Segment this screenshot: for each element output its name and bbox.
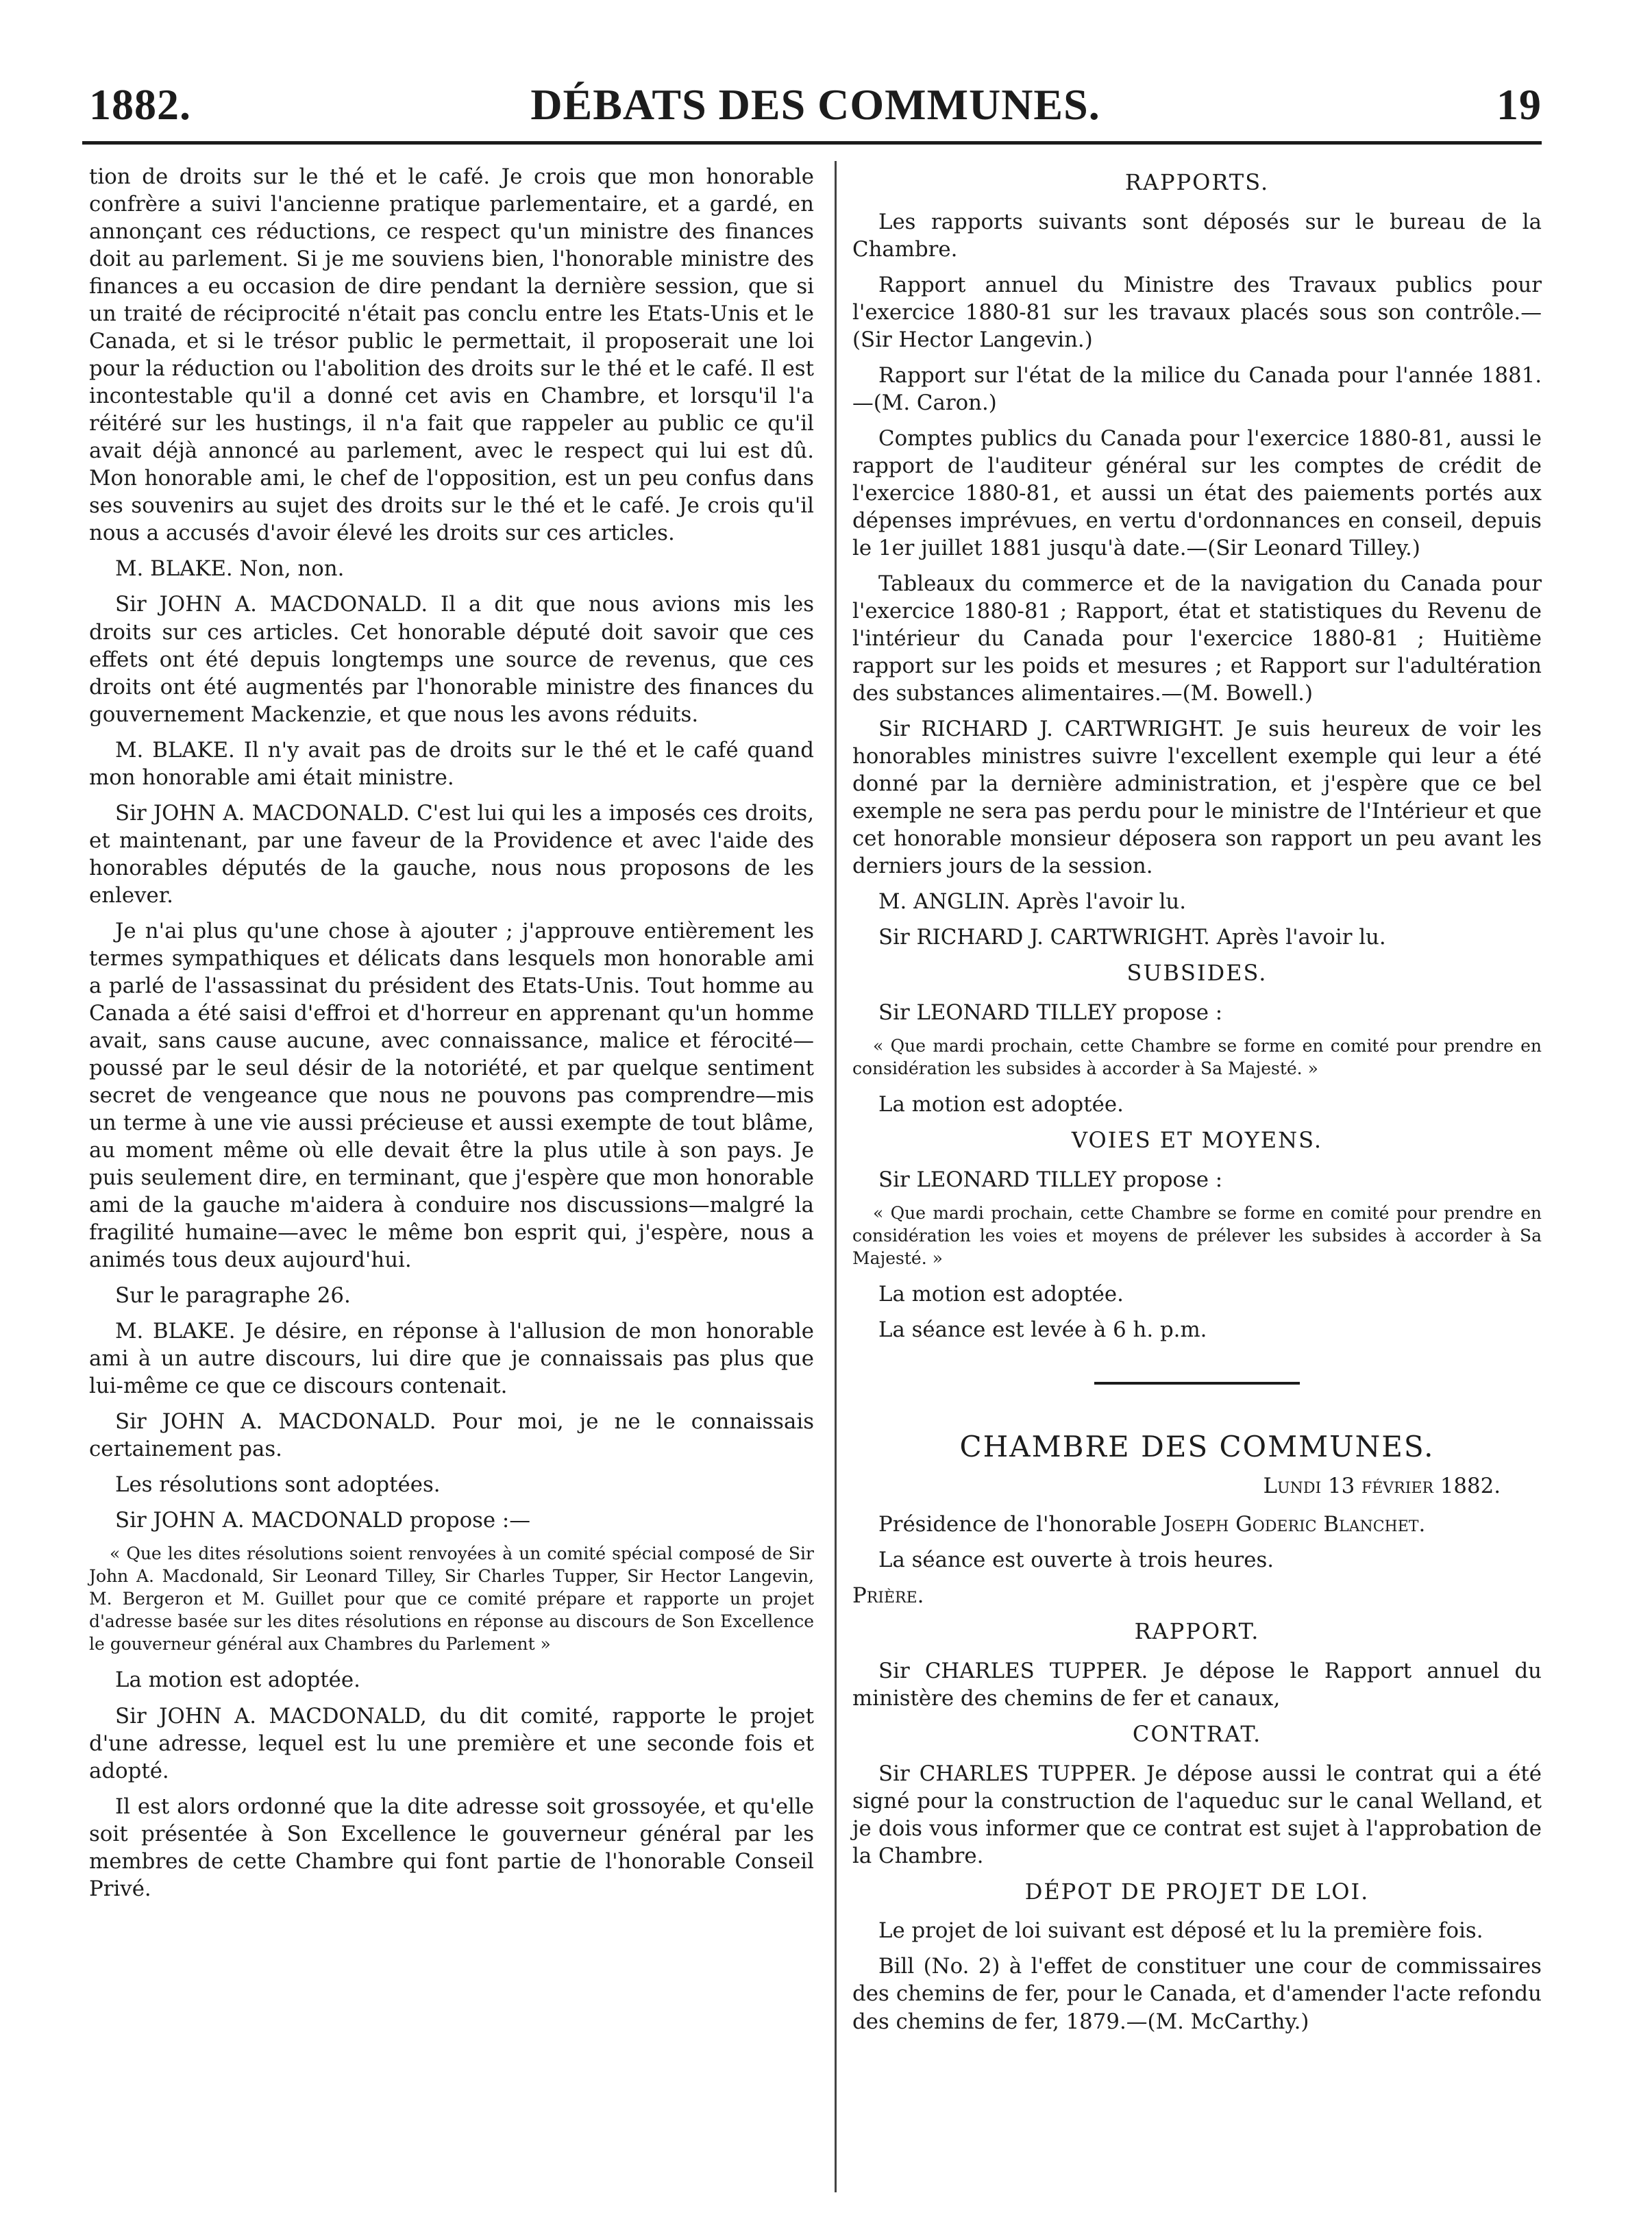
- right-column: [852, 163, 1542, 2044]
- paragraph: [89, 736, 814, 791]
- speech: Pour moi, je ne le connaissais certainement pas.: [89, 1409, 815, 1462]
- paragraph: Je n'ai plus qu'une chose à ajouter ; j'approuve entièrement les termes sympathiques et délicats dans lesquels mon honorable ami a parlé de l'assassinat du président des Etats-Unis. Tout homme au Canada a été saisi d'effroi et d'horreur en apprenant qu'un homme avait, sans cause aucune, avec connaissance, malice et férocité—poussé par le seul désir de la notoriété, et par quelque sentiment secret de vengeance que nous ne pouvons pas comprendre—mis un terme à une vie aussi précieuse et aussi exempte de tout blâme, au moment même où elle devait être la plus utile à son pays. Je puis seulement dire, en terminant, que j'espère que mon honorable ami de la gauche m'aidera à conduire nos discussions—malgré la fragilité humaine—avec le même bon esprit qui, j'espère, nous a animés tous deux aujourd'hui.: [89, 918, 814, 1273]
- paragraph: [89, 591, 814, 728]
- paragraph: [852, 1166, 1542, 1193]
- speech: Après l'avoir lu.: [1216, 925, 1386, 950]
- speech: propose :—: [409, 1508, 531, 1533]
- paragraph: La motion est adoptée.: [878, 1092, 1124, 1117]
- section-heading-depot: DÉPOT DE PROJET DE LOI.: [1024, 1878, 1370, 1905]
- paragraph: Comptes publics du Canada pour l'exercice 1880-81, aussi le rapport de l'auditeur général sur les comptes de crédit de l'exercice 1880-81, et aussi un état des paiements portés aux dépenses imprévues, en vertu d'ordonnances en conseil, depuis le 1er juillet 1881 jusqu'à date.—(Sir Leonard Tilley.): [852, 425, 1542, 560]
- speech: du dit comité, rapporte le projet d'une adresse, lequel est lu une première et une seconde fois et adopté.: [89, 1703, 814, 1783]
- paragraph: [89, 1702, 814, 1785]
- speaker: M. BLAKE.: [115, 737, 235, 763]
- paragraph: [89, 800, 814, 909]
- speaker: Sir CHARLES TUPPER.: [878, 1761, 1137, 1786]
- speaker: Sir RICHARD J. CARTWRIGHT.: [878, 925, 1210, 950]
- paragraph: La motion est adoptée.: [878, 1281, 1124, 1306]
- speaker: Sir CHARLES TUPPER.: [878, 1659, 1148, 1684]
- paragraph: [89, 1317, 814, 1400]
- header-title: DÉBATS DES COMMUNES.: [530, 80, 1100, 129]
- paragraph: La motion est adoptée.: [115, 1668, 360, 1693]
- paragraph: Tableaux du commerce et de la navigation du Canada pour l'exercice 1880-81 ; Rapport, état et statistiques du Revenu de l'intérieur du Canada pour l'exercice 1880-81 ; Huitième rapport sur les poids et mesures ; et Rapport sur l'adultération des substances alimentaires.—(M. Bowell.): [852, 571, 1542, 706]
- page-header: [89, 74, 1542, 136]
- speech: propose :: [1122, 1167, 1223, 1192]
- speaker: M. BLAKE.: [115, 1319, 236, 1344]
- speaker: Sir JOHN A. MACDONALD.: [115, 1409, 436, 1435]
- paragraph: [852, 924, 1542, 951]
- speech: Non, non.: [239, 556, 345, 582]
- speech: Je désire, en réponse à l'allusion de mon honorable ami à un autre discours, lui dire que je connaissais pas plus que lui-même ce que ce discours contenait.: [89, 1319, 815, 1399]
- speech: Je dépose aussi le contrat qui a été signé pour la construction de l'aqueduc sur le canal Welland, et je dois vous informer que ce contrat est sujet à l'approbation de la Chambre.: [852, 1761, 1542, 1868]
- paragraph: Bill (No. 2) à l'effet de constituer une cour de commissaires des chemins de fer, pour le Canada, et d'amender l'acte refondu des chemins de fer, 1879.—(M. McCarthy.): [852, 1954, 1542, 2034]
- speech: Il n'y avait pas de droits sur le thé et le café quand mon honorable ami était ministre.: [89, 737, 815, 790]
- speaker: M. BLAKE.: [115, 556, 233, 582]
- speaker-name: Joseph Goderic Blanchet.: [1163, 1512, 1426, 1537]
- section-rule: [1094, 1382, 1300, 1385]
- column-divider: [835, 161, 837, 2192]
- section-heading-subsides: SUBSIDES.: [1126, 960, 1268, 987]
- paragraph: Il est alors ordonné que la dite adresse soit grossoyée, et qu'elle soit présentée à Son Excellence le gouverneur général par les membres de cette Chambre qui font partie de l'honorable Conseil Privé.: [89, 1794, 814, 1901]
- presidence-prefix: Présidence de l'honorable: [878, 1512, 1157, 1537]
- speaker: Sir LEONARD TILLEY: [878, 1000, 1116, 1025]
- sitting-date: Lundi 13 février 1882.: [1263, 1474, 1501, 1499]
- paragraph: [852, 1657, 1542, 1712]
- speech: Il a dit que nous avions mis les droits sur ces articles. Cet honorable député doit savoir que ces effets ont été depuis longtemps une source de revenus, que ces droits ont été augmentés par l'honorable ministre des finances du gouvernement Mackenzie, et que nous les avons réduits.: [89, 592, 814, 727]
- header-year: 1882.: [89, 80, 191, 129]
- paragraph: Rapport annuel du Ministre des Travaux publics pour l'exercice 1880-81 sur les travaux placés sous son contrôle.—(Sir Hector Langevin.): [852, 272, 1542, 352]
- header-rule: [82, 141, 1542, 145]
- paragraph: [89, 1507, 814, 1534]
- paragraph: [852, 999, 1542, 1026]
- paragraph: Les résolutions sont adoptées.: [115, 1472, 441, 1498]
- left-column: [89, 163, 814, 1911]
- paragraph: tion de droits sur le thé et le café. Je crois que mon honorable confrère a suivi l'ancienne pratique parlementaire, et a gardé, en annonçant ces réductions, ce respect qu'un ministre des finances doit au parlement. Si je me souviens bien, l'honorable ministre des finances a eu occasion de dire pendant la dernière session, que si un traité de réciprocité n'était pas conclu entre les Etats-Unis et le Canada, et si le trésor public le permettait, il proposerait une loi pour la réduction ou l'abolition des droits sur le thé et le café. Il est incontestable qu'il a donné cet avis en Chambre, et lorsqu'il l'a réitéré sur les hustings, il n'a fait que rappeler au public ce qu'il avait déjà annoncé au parlement, avec le respect qui lui est dû. Mon honorable ami, le chef de l'opposition, est un peu confus dans ses souvenirs au sujet des droits sur le thé et le café. Je crois qu'il nous a accusés d'avoir élevé les droits sur ces articles.: [89, 164, 814, 546]
- speaker: M. ANGLIN.: [878, 889, 1011, 915]
- paragraph: [89, 1408, 814, 1463]
- paragraph: [852, 1760, 1542, 1870]
- paragraph: [852, 715, 1542, 880]
- paragraph: [852, 888, 1542, 915]
- paragraph: [89, 555, 814, 582]
- paragraph: Les rapports suivants sont déposés sur le bureau de la Chambre.: [852, 209, 1542, 262]
- motion-quote: « Que les dites résolutions soient renvoyées à un comité spécial composé de Sir John A. Macdonald, Sir Leonard Tilley, Sir Charles Tupper, Sir Hector Langevin, M. Bergeron et M. Guillet pour que ce comité prépare et rapporte un projet d'adresse basée sur les dites résolutions en réponse au discours de Son Excellence le gouverneur général aux Chambres du Parlement »: [89, 1544, 814, 1655]
- paragraph: Le projet de loi suivant est déposé et lu la première fois.: [878, 1918, 1483, 1944]
- speech: Je dépose le Rapport annuel du ministère des chemins de fer et canaux,: [852, 1659, 1542, 1711]
- speaker: Sir RICHARD J. CARTWRIGHT.: [878, 717, 1224, 742]
- speech: propose :: [1122, 1000, 1223, 1025]
- chamber-heading: CHAMBRE DES COMMUNES.: [959, 1429, 1435, 1463]
- section-heading-voies-et-moyens: VOIES ET MOYENS.: [1071, 1127, 1323, 1154]
- section-heading-contrat: CONTRAT.: [1132, 1721, 1262, 1748]
- speaker: Sir LEONARD TILLEY: [878, 1167, 1116, 1192]
- motion-quote: « Que mardi prochain, cette Chambre se forme en comité pour prendre en considération les subsides à accorder à Sa Majesté. »: [852, 1036, 1542, 1078]
- speaker: Sir JOHN A. MACDONALD.: [115, 800, 410, 826]
- header-page-number: 19: [1496, 80, 1542, 129]
- section-heading-rapports: RAPPORTS.: [1124, 169, 1270, 195]
- motion-quote: « Que mardi prochain, cette Chambre se forme en comité pour prendre en considération les voies et moyens de prélever les subsides à accorder à Sa Majesté. »: [852, 1202, 1542, 1268]
- speaker: Sir JOHN A. MACDONALD.: [115, 592, 428, 617]
- speech: C'est lui qui les a imposés ces droits, et maintenant, par une faveur de la Providence et avec l'aide des honorables députés de la gauche, nous nous proposons de les enlever.: [89, 800, 815, 908]
- paragraph: Sur le paragraphe 26.: [115, 1283, 351, 1309]
- section-heading-rapport: RAPPORT.: [1134, 1618, 1260, 1645]
- paragraph: [852, 1511, 1542, 1538]
- speech: Après l'avoir lu.: [1017, 889, 1187, 915]
- speech: Je suis heureux de voir les honorables ministres suivre l'excellent exemple qui leur a été donné par la dernière administration, et j'espère que ce bel exemple ne sera pas perdu pour le ministre de l'Intérieur et que cet honorable monsieur déposera son rapport un peu avant les derniers jours de la session.: [852, 717, 1542, 879]
- paragraph: La séance est ouverte à trois heures.: [878, 1548, 1274, 1573]
- speaker: Sir JOHN A. MACDONALD: [115, 1508, 404, 1533]
- paragraph: Rapport sur l'état de la milice du Canada pour l'année 1881.—(M. Caron.): [852, 362, 1542, 415]
- speaker: Sir JOHN A. MACDONALD,: [115, 1703, 427, 1729]
- priere: Prière.: [852, 1583, 924, 1609]
- paragraph: La séance est levée à 6 h. p.m.: [878, 1317, 1207, 1342]
